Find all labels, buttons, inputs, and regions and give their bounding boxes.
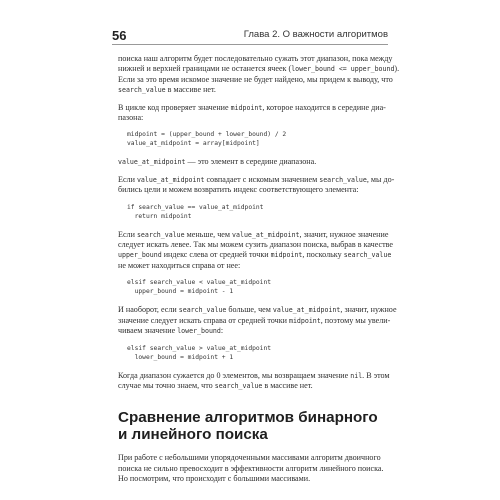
text-line bbox=[118, 85, 386, 95]
text-span: совпадает с искомым значением bbox=[204, 174, 320, 184]
inline-code: value_at_midpoint bbox=[118, 158, 186, 167]
text-span: , значит, нужное bbox=[340, 305, 397, 315]
text-line: поиска наш алгоритм будет последовательно сужать этот диапазон, пока между bbox=[118, 54, 393, 63]
section-heading bbox=[118, 409, 386, 443]
paragraph-6 bbox=[118, 305, 397, 336]
text-span: Если bbox=[118, 229, 137, 239]
text-span: : bbox=[220, 326, 224, 336]
code-block-found: if search_value == value_at_midpoint return midpoint bbox=[127, 203, 264, 220]
text-span: — это элемент в середине диапазона. bbox=[185, 157, 317, 167]
text-line bbox=[118, 381, 386, 391]
text-span: И наоборот, если bbox=[118, 305, 179, 315]
inline-code: value_at_midpoint bbox=[136, 175, 205, 184]
inline-code: lower_bound bbox=[177, 327, 221, 336]
inline-code: lower_bound <= upper_bound bbox=[291, 65, 395, 74]
text-line: поиска не сильно превосходит в эффективности алгоритм линейного поиска. bbox=[118, 463, 384, 473]
paragraph-7 bbox=[118, 370, 390, 392]
inline-code: search_value bbox=[214, 381, 263, 390]
paragraph-5 bbox=[118, 229, 394, 272]
text-line bbox=[118, 370, 390, 381]
text-line bbox=[118, 174, 395, 185]
text-span: нижней и верхней границами не останется ячеек ( bbox=[118, 64, 292, 74]
text-span: случае мы точно знаем, что bbox=[118, 380, 215, 390]
text-line: не может находиться справа от нее: bbox=[118, 260, 241, 270]
text-span: ). bbox=[394, 64, 400, 74]
code-block-greater: elsif search_value > value_at_midpoint lower_bound = midpoint + 1 bbox=[127, 344, 272, 361]
heading-line: и линейного поиска bbox=[118, 426, 268, 444]
text-span: чиваем значение bbox=[118, 326, 178, 336]
page-number: 56 bbox=[112, 28, 127, 43]
chapter-title: Глава 2. О важности алгоритмов bbox=[243, 29, 388, 40]
text-line: бились цели и можем возвратить индекс соответствующего элемента: bbox=[118, 185, 359, 195]
text-span: , значит, нужное значение bbox=[299, 229, 389, 239]
text-line: При работе с небольшими упорядоченными массивами алгоритм двоичного bbox=[118, 453, 381, 463]
code-block-less: elsif search_value < value_at_midpoint upper_bound = midpoint - 1 bbox=[127, 279, 272, 296]
inline-code: nil bbox=[350, 371, 363, 380]
inline-code: midpoint bbox=[230, 103, 263, 112]
text-span: Когда диапазон сужается до 0 элементов, мы возвращаем значение bbox=[118, 370, 351, 380]
inline-code: value_at_midpoint bbox=[232, 230, 300, 239]
text-span: Если bbox=[118, 174, 137, 184]
text-line bbox=[118, 157, 386, 167]
text-span: больше, чем bbox=[226, 305, 273, 315]
paragraph-2 bbox=[118, 103, 386, 124]
text-line bbox=[118, 305, 397, 315]
page-content bbox=[118, 54, 400, 492]
inline-code: midpoint bbox=[270, 251, 303, 260]
text-line bbox=[118, 229, 389, 240]
text-line bbox=[118, 64, 400, 74]
text-span: индекс слева от средней точки bbox=[161, 250, 271, 260]
paragraph-8 bbox=[118, 453, 386, 484]
header-rule bbox=[112, 44, 388, 45]
text-span: , которое находится в середине диа- bbox=[262, 102, 386, 112]
text-line bbox=[118, 103, 386, 113]
text-line bbox=[118, 326, 386, 336]
text-line bbox=[118, 315, 391, 326]
text-span: , поэтому мы увели- bbox=[320, 315, 391, 325]
text-line: пазона: bbox=[118, 113, 144, 123]
text-span: , мы до- bbox=[366, 174, 395, 184]
paragraph-4 bbox=[118, 174, 395, 196]
inline-code: search_value bbox=[136, 230, 185, 239]
inline-code: search_value bbox=[319, 175, 367, 184]
inline-code: search_value bbox=[178, 306, 227, 315]
text-span: В цикле код проверяет значение bbox=[118, 102, 231, 112]
heading-line: Сравнение алгоритмов бинарного bbox=[118, 409, 378, 427]
text-span: в массиве нет. bbox=[262, 380, 313, 390]
paragraph-3 bbox=[118, 157, 386, 167]
text-line: Если за это время искомое значение не будет найдено, мы придем к выводу, что bbox=[118, 74, 393, 84]
text-span: , поскольку bbox=[302, 250, 344, 260]
text-span: в массиве нет. bbox=[165, 85, 216, 95]
text-span: меньше, чем bbox=[184, 229, 233, 239]
inline-code: search_value bbox=[118, 86, 166, 95]
text-line: следует искать левее. Так мы можем сузить диапазон поиска, выбрав в качестве bbox=[118, 240, 394, 250]
text-line bbox=[118, 250, 392, 260]
inline-code: value_at_midpoint bbox=[272, 306, 341, 315]
inline-code: search_value bbox=[343, 251, 392, 260]
inline-code: upper_bound bbox=[118, 251, 162, 260]
paragraph-1 bbox=[118, 54, 400, 96]
inline-code: midpoint bbox=[288, 316, 321, 325]
text-span: значение следует искать справа от средней точки bbox=[118, 315, 289, 325]
text-span: . В этом bbox=[362, 370, 390, 380]
code-block-midpoint: midpoint = (upper_bound + lower_bound) / 2 value_at_midpoint = array[midpoint] bbox=[127, 131, 287, 148]
text-line: Но посмотрим, что происходит с большими массивами. bbox=[118, 474, 311, 484]
